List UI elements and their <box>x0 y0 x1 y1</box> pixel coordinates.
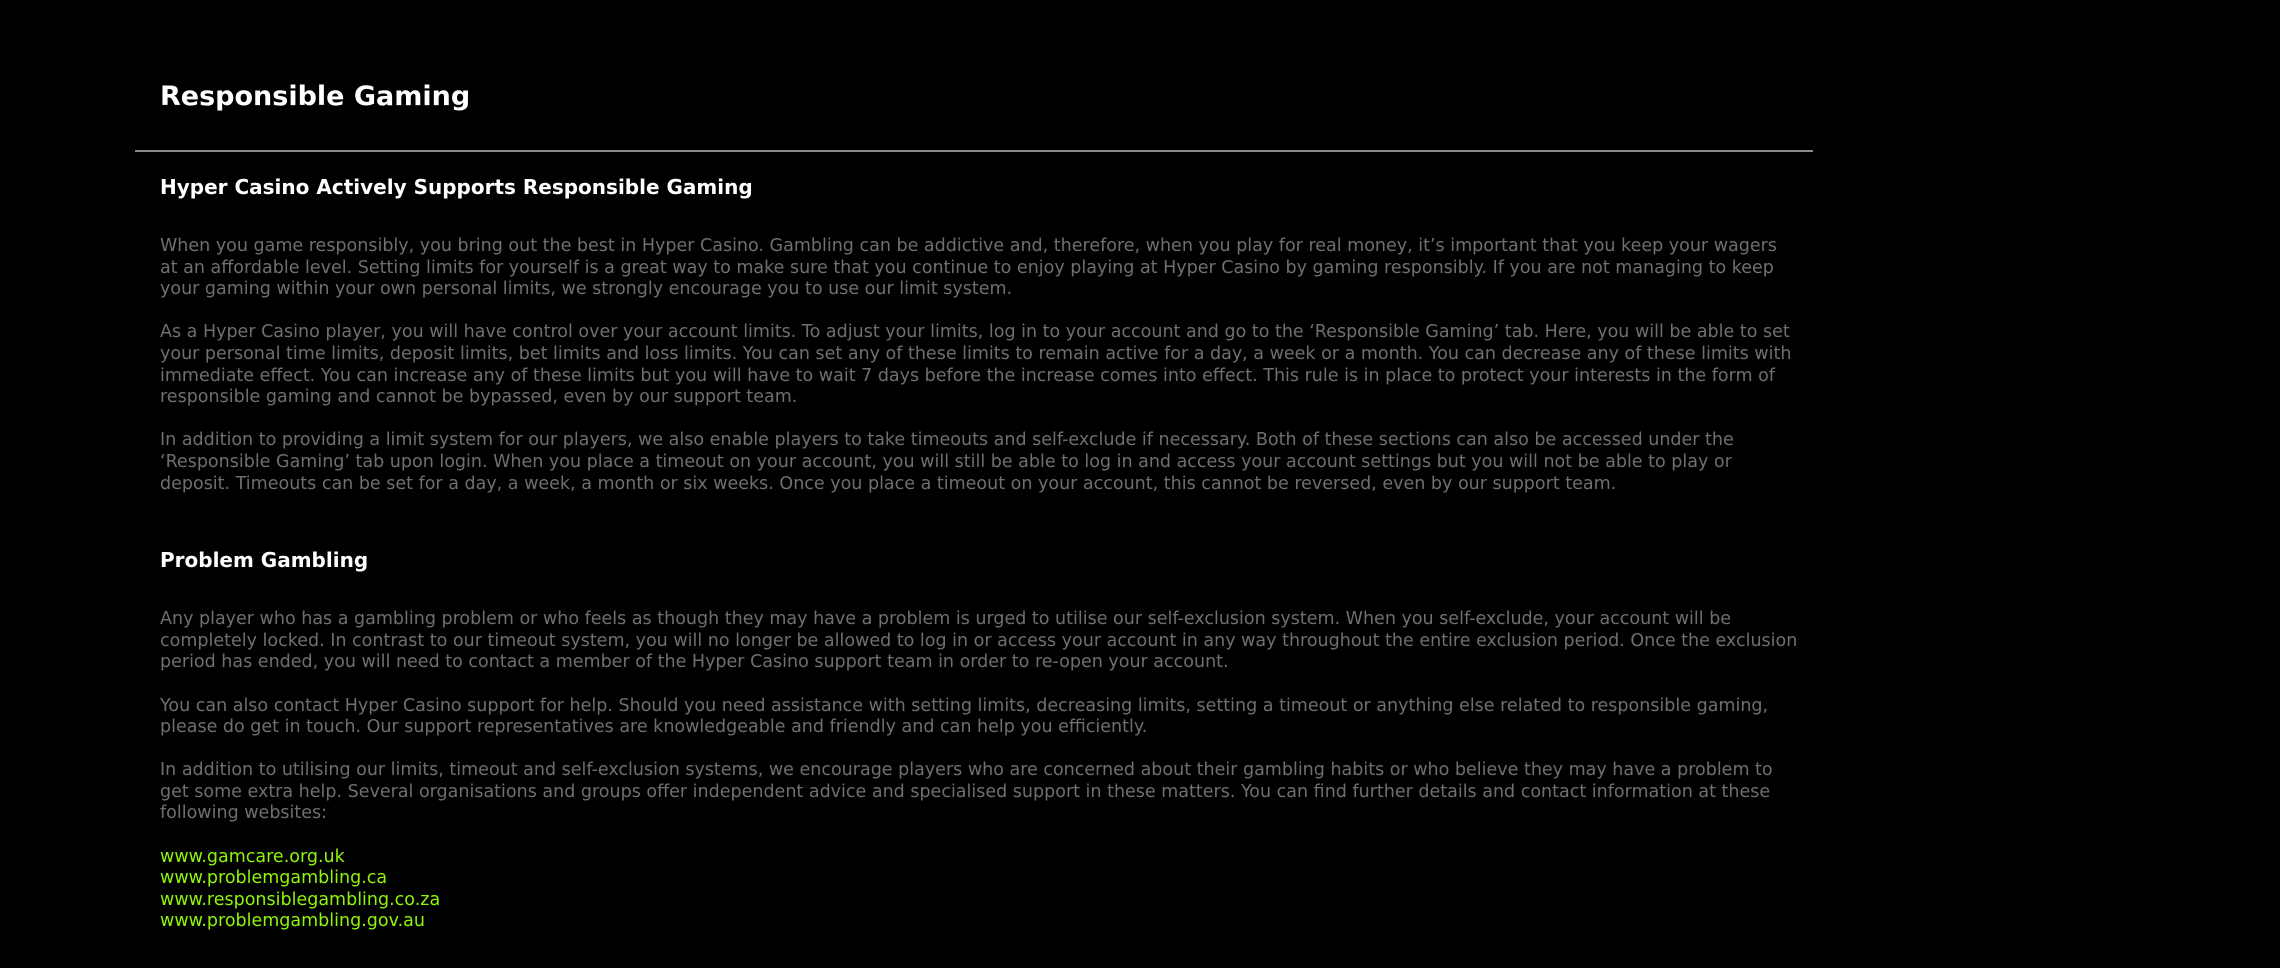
content-area <box>160 174 1800 933</box>
paragraph-timeouts: In addition to providing a limit system for our players, we also enable players to take timeouts and self-exclude if necessary. Both of these sections can also be accessed under the ‘Responsible Gaming’ tab upon login. When you place a timeout on your account, you will still be able to log in and access your account settings but you will not be able to play or deposit. Timeouts can be set for a day, a week, a month or six weeks. Once you place a timeout on your account, this cannot be reversed, even by our support team. <box>160 430 1734 494</box>
link-problemgambling-au[interactable]: www.problemgambling.gov.au <box>160 911 425 932</box>
paragraph-external-help: In addition to utilising our limits, timeout and self-exclusion systems, we encourage players who are concerned about their gambling habits or who believe they may have a problem to get some extra help. Several organisations and groups offer independent advice and specialised support in these matters. You can find further details and contact information at these following websites: <box>160 760 1773 824</box>
paragraph-support: You can also contact Hyper Casino support for help. Should you need assistance with setting limits, decreasing limits, setting a timeout or anything else related to responsible gaming, please do get in touch. Our support representatives are knowledgeable and friendly and can help you efficiently. <box>160 695 1769 738</box>
link-gamcare[interactable]: www.gamcare.org.uk <box>160 846 345 867</box>
help-links-list <box>160 847 1800 933</box>
paragraph-account-limits: As a Hyper Casino player, you will have control over your account limits. To adjust your limits, log in to your account and go to the ‘Responsible Gaming’ tab. Here, you will be able to set your personal time limits, deposit limits, bet limits and loss limits. You can set any of these limits to remain active for a day, a week or a month. You can decrease any of these limits with immediate effect. You can increase any of these limits but you will have to wait 7 days before the increase comes into effect. This rule is in place to protect your interests in the form of responsible gaming and cannot be bypassed, even by our support team. <box>160 322 1792 408</box>
problem-gambling-section <box>160 547 1800 933</box>
section-heading-problem-gambling: Problem Gambling <box>160 548 369 573</box>
title-divider <box>135 150 1813 152</box>
paragraph-intro: When you game responsibly, you bring out the best in Hyper Casino. Gambling can be addictive and, therefore, when you play for real money, it’s important that you keep your wagers at an affordable level. Setting limits for yourself is a great way to make sure that you continue to enjoy playing at Hyper Casino by gaming responsibly. If you are not managing to keep your gaming within your own personal limits, we strongly encourage you to use our limit system. <box>160 236 1777 300</box>
section-heading-responsible-gaming: Hyper Casino Actively Supports Responsible Gaming <box>160 175 753 199</box>
link-responsiblegambling-za[interactable]: www.responsiblegambling.co.za <box>160 889 441 910</box>
page-title: Responsible Gaming <box>160 81 471 112</box>
responsible-gaming-section <box>160 174 1800 495</box>
paragraph-self-exclusion: Any player who has a gambling problem or who feels as though they may have a problem is urged to utilise our self-exclusion system. When you self-exclude, your account will be completely locked. In contrast to our timeout system, you will no longer be allowed to log in or access your account in any way throughout the entire exclusion period. Once the exclusion period has ended, you will need to contact a member of the Hyper Casino support team in order to re-open your account. <box>160 609 1798 673</box>
link-problemgambling-ca[interactable]: www.problemgambling.ca <box>160 868 388 889</box>
